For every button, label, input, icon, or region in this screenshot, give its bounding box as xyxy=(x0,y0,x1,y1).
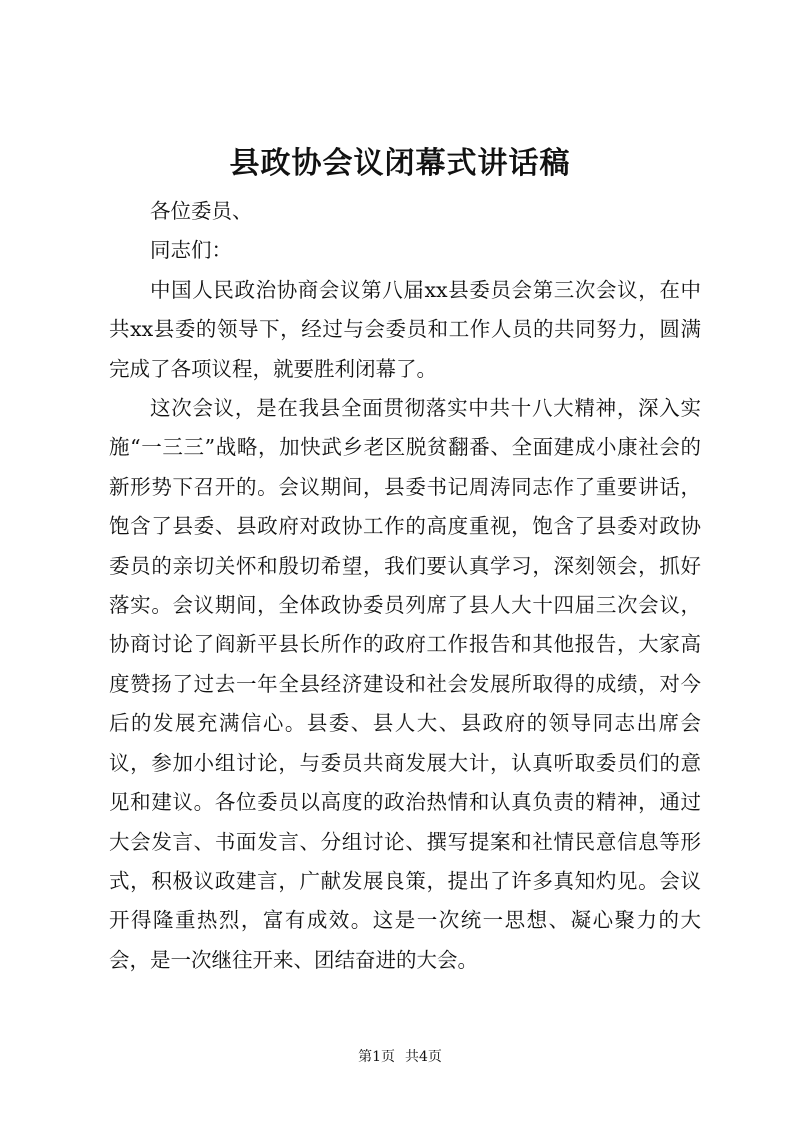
document-title: 县政协会议闭幕式讲话稿 xyxy=(229,146,571,181)
page-total: 共4页 xyxy=(405,1049,442,1065)
page-footer xyxy=(0,1046,800,1066)
page-number: 第1页 xyxy=(358,1049,395,1065)
body-paragraph: 中国人民政治协商会议第八届xx县委员会第三次会议，在中共xx县委的领导下，经过与会委员和工作人员的共同努力，圆满完成了各项议程，就要胜利闭幕了。 xyxy=(109,277,701,381)
salutation-line: 各位委员、 xyxy=(150,199,253,223)
document-body xyxy=(109,192,701,980)
salutation-line: 同志们： xyxy=(150,238,232,263)
body-paragraph: 这次会议，是在我县全面贯彻落实中共十八大精神，深入实施“一三三”战略，加快武乡老区脱贫翻番、全面建成小康社会的新形势下召开的。会议期间，县委书记周涛同志作了重要讲话，饱含了县委、县政府对政协工作的高度重视，饱含了县委对政协委员的亲切关怀和殷切希望，我们要认真学习，深刻领会，抓好落实。会议期间，全体政协委员列席了县人大十四届三次会议，协商讨论了阎新平县长所作的政府工作报告和其他报告，大家高度赞扬了过去一年全县经济建设和社会发展所取得的成绩，对今后的发展充满信心。县委、县人大、县政府的领导同志出席会议，参加小组讨论，与委员共商发展大计，认真听取委员们的意见和建议。各位委员以高度的政治热情和认真负责的精神，通过大会发言、书面发言、分组讨论、撰写提案和社情民意信息等形式，积极议政建言，广献发展良策，提出了许多真知灼见。会议开得隆重热烈，富有成效。这是一次统一思想、凝心聚力的大会，是一次继往开来、团结奋进的大会。 xyxy=(109,396,701,972)
